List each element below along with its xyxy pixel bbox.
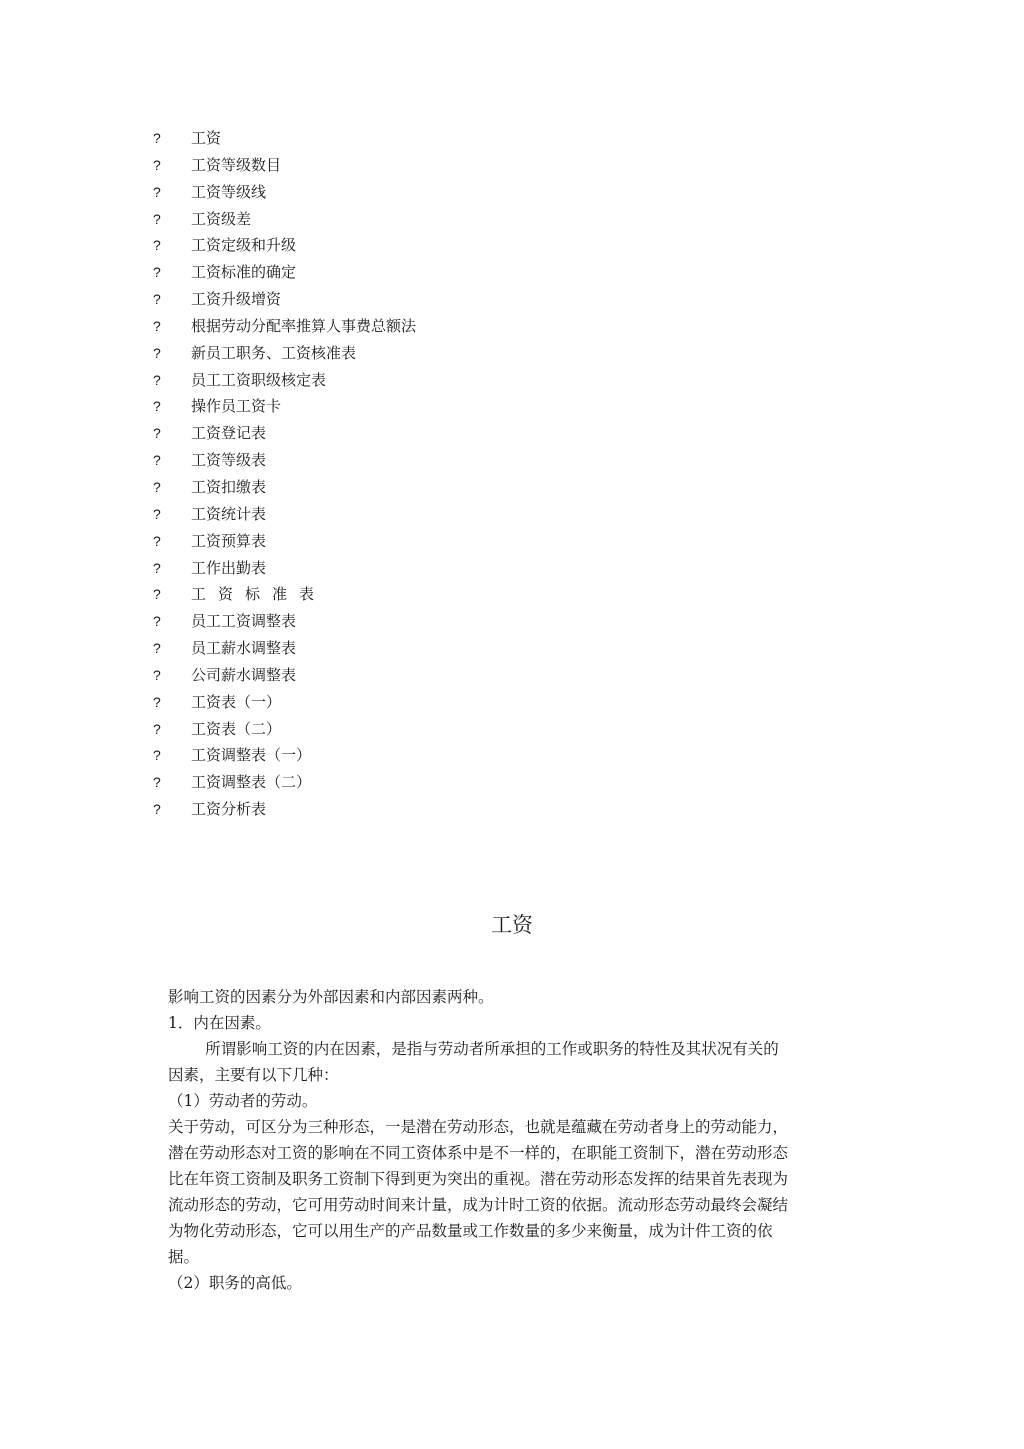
subpoint-heading: （2）职务的高低。 (168, 1274, 302, 1292)
toc-item-label: 工资级差 (191, 209, 252, 228)
toc-item-label: 工资定级和升级 (191, 236, 297, 255)
table-of-contents (153, 125, 416, 823)
toc-item-label: 工资等级线 (191, 182, 267, 201)
intro-paragraph: 影响工资的因素分为外部因素和内部因素两种。 (168, 988, 494, 1006)
bullet: ? (153, 183, 161, 200)
subpoint-heading: （1）劳动者的劳动。 (168, 1092, 318, 1110)
bullet: ? (153, 478, 161, 495)
toc-item-label: 公司薪水调整表 (191, 665, 297, 684)
toc-item[interactable] (153, 259, 416, 286)
toc-item-label: 工资等级数目 (191, 155, 282, 174)
bullet: ? (153, 532, 161, 549)
toc-item[interactable] (153, 206, 416, 233)
bullet: ? (153, 666, 161, 683)
toc-item-label: 工资标准的确定 (191, 263, 297, 282)
bullet: ? (153, 130, 161, 146)
toc-item[interactable] (153, 232, 416, 259)
toc-item-label: 工资 (191, 129, 222, 147)
bullet: ? (153, 747, 161, 764)
toc-item-label: 工资表（二） (191, 719, 282, 738)
toc-item-label: 员工工资调整表 (191, 612, 297, 631)
toc-item-label: 工资分析表 (191, 800, 267, 819)
toc-item[interactable] (153, 393, 416, 420)
bullet: ? (153, 613, 161, 630)
toc-item-label: 根据劳动分配率推算人事费总额法 (191, 316, 417, 335)
toc-item[interactable] (153, 179, 416, 206)
toc-item-label: 工资扣缴表 (191, 477, 267, 496)
toc-item-label: 新员工职务、工资核准表 (191, 343, 357, 362)
toc-item-label: 工资标准表 (191, 585, 327, 604)
bullet: ? (153, 505, 161, 522)
bullet: ? (153, 210, 161, 227)
toc-item[interactable] (153, 420, 416, 447)
toc-item[interactable] (153, 367, 416, 394)
toc-item[interactable] (153, 555, 416, 582)
toc-item[interactable] (153, 581, 416, 608)
toc-item-label: 工资表（一） (191, 692, 282, 711)
toc-item[interactable] (153, 125, 416, 152)
toc-item-label: 工资调整表（一） (191, 746, 312, 765)
section-title: 工资 (491, 913, 533, 937)
bullet: ? (153, 291, 161, 308)
toc-item[interactable] (153, 689, 416, 716)
point-heading: 1．内在因素。 (168, 1014, 271, 1032)
toc-item-label: 员工工资职级核定表 (191, 370, 327, 389)
toc-item[interactable] (153, 662, 416, 689)
bullet: ? (153, 693, 161, 710)
toc-item-label: 工作出勤表 (191, 558, 267, 577)
section-body (168, 984, 792, 1296)
toc-item-label: 工资预算表 (191, 531, 267, 550)
toc-item[interactable] (153, 340, 416, 367)
toc-item[interactable] (153, 528, 416, 555)
bullet: ? (153, 559, 161, 576)
toc-item-label: 工资等级表 (191, 451, 267, 470)
bullet: ? (153, 156, 161, 173)
bullet: ? (153, 264, 161, 281)
bullet: ? (153, 425, 161, 442)
bullet: ? (153, 452, 161, 469)
toc-item-label: 工资升级增资 (191, 290, 282, 309)
toc-item[interactable] (153, 286, 416, 313)
bullet: ? (153, 317, 161, 334)
toc-item[interactable] (153, 474, 416, 501)
toc-item-label: 工资统计表 (191, 504, 267, 523)
toc-item[interactable] (153, 742, 416, 769)
toc-item[interactable] (153, 313, 416, 340)
toc-item[interactable] (153, 152, 416, 179)
bullet: ? (153, 801, 161, 818)
bullet: ? (153, 720, 161, 737)
toc-item[interactable] (153, 501, 416, 528)
bullet: ? (153, 774, 161, 791)
toc-item-label: 操作员工资卡 (191, 397, 282, 416)
bullet: ? (153, 398, 161, 415)
toc-item-label: 工资登记表 (191, 424, 267, 443)
toc-item-label: 员工薪水调整表 (191, 639, 297, 658)
subpoint-paragraph: 关于劳动，可区分为三种形态，一是潜在劳动形态，也就是蕴藏在劳动者身上的劳动能力，潜在劳动形态对工资的影响在不同工资体系中是不一样的，在职能工资制下，潜在劳动形态比在年资工资制及职务工资制下得到更为突出的重视。潜在劳动形态发挥的结果首先表现为流动形态的劳动，它可用劳动时间来计量，成为计时工资的依据。流动形态劳动最终会凝结为物化劳动形态，它可以用生产的产品数量或工作数量的多少来衡量，成为计件工资的依据。 (168, 1118, 789, 1266)
toc-item[interactable] (153, 769, 416, 796)
toc-item[interactable] (153, 796, 416, 823)
bullet: ? (153, 371, 161, 388)
toc-item[interactable] (153, 608, 416, 635)
bullet: ? (153, 586, 161, 603)
toc-item-label: 工资调整表（二） (191, 773, 312, 792)
toc-item[interactable] (153, 716, 416, 743)
bullet: ? (153, 640, 161, 657)
bullet: ? (153, 344, 161, 361)
bullet: ? (153, 237, 161, 254)
point-paragraph: 所谓影响工资的内在因素，是指与劳动者所承担的工作或职务的特性及其状况有关的因素，主要有以下几种： (168, 1040, 779, 1084)
toc-item[interactable] (153, 635, 416, 662)
toc-item[interactable] (153, 447, 416, 474)
